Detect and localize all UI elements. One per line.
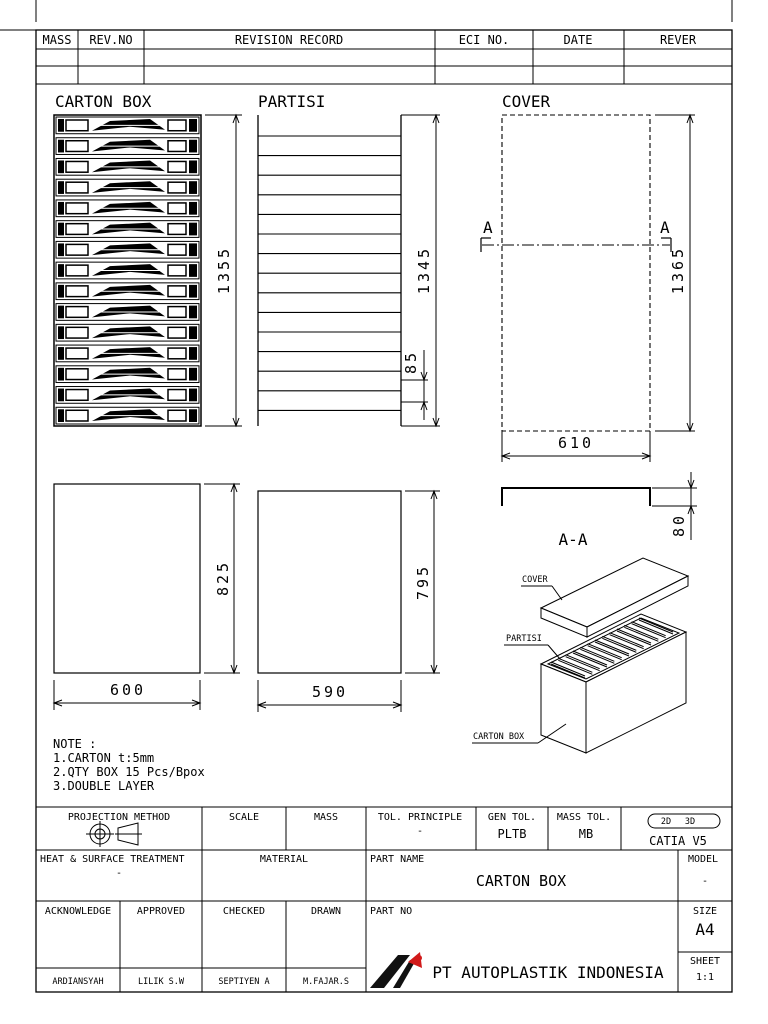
tray-row bbox=[56, 262, 199, 279]
tb-checked-name: SEPTIYEN A bbox=[218, 977, 270, 987]
tray-row bbox=[56, 283, 199, 300]
rev-header-rev-no: REV.NO bbox=[89, 33, 133, 47]
tb-mass-tol-value: MB bbox=[578, 827, 594, 841]
dim-partisi-pitch-value: 85 bbox=[402, 349, 420, 375]
tb-material: MATERIAL bbox=[259, 854, 309, 865]
note-title: NOTE : bbox=[53, 737, 97, 751]
view-title-carton-box: CARTON BOX bbox=[55, 92, 152, 111]
section-marker-right: A bbox=[660, 218, 670, 237]
tb-heat-treatment-value: - bbox=[115, 868, 123, 879]
tray-row bbox=[56, 304, 199, 321]
tb-sheet-value: 1:1 bbox=[695, 972, 715, 983]
isometric-exploded-view bbox=[472, 558, 688, 753]
tb-catia: CATIA V5 bbox=[649, 834, 707, 848]
tb-tol-principle-value: - bbox=[416, 826, 424, 837]
section-label: A-A bbox=[558, 530, 588, 549]
view-title-cover: COVER bbox=[502, 92, 551, 111]
tb-mass: MASS bbox=[313, 812, 339, 823]
tb-part-name-value: CARTON BOX bbox=[475, 872, 567, 890]
tb-mass-tol: MASS TOL. bbox=[556, 812, 612, 823]
tray-row bbox=[56, 345, 199, 362]
note-line: 3.DOUBLE LAYER bbox=[53, 779, 155, 793]
callout-cover: COVER bbox=[522, 575, 548, 585]
tb-drawn-name: M.FAJAR.S bbox=[302, 977, 350, 987]
rev-header-date: DATE bbox=[563, 33, 593, 47]
dim-cover-width-value: 610 bbox=[557, 434, 595, 452]
tb-heat-treatment: HEAT & SURFACE TREATMENT bbox=[40, 854, 185, 865]
tb-approved: APPROVED bbox=[136, 906, 186, 917]
tb-approved-name: LILIK S.W bbox=[137, 977, 185, 987]
tray-row bbox=[56, 241, 199, 258]
tray-row bbox=[56, 407, 199, 424]
tb-sheet: SHEET bbox=[689, 956, 721, 967]
dim-partisi-height-value: 1345 bbox=[415, 245, 433, 295]
tray-row bbox=[56, 200, 199, 217]
tb-part-no: PART NO bbox=[370, 906, 413, 917]
tb-checked: CHECKED bbox=[222, 906, 266, 917]
tb-gen-tol: GEN TOL. bbox=[487, 812, 537, 823]
tray-row bbox=[56, 387, 199, 404]
tb-scale: SCALE bbox=[228, 812, 260, 823]
tray-row bbox=[56, 179, 199, 196]
revision-table bbox=[36, 30, 732, 84]
cover-section-view bbox=[502, 472, 697, 540]
tb-projection-method: PROJECTION METHOD bbox=[67, 812, 171, 823]
carton-box-side-view bbox=[54, 484, 240, 710]
dim-carton-height-value: 1355 bbox=[215, 245, 233, 295]
dim-cover-height-value: 1365 bbox=[669, 245, 687, 295]
carton-box-front-view bbox=[54, 115, 201, 426]
partisi-side-view bbox=[258, 491, 440, 712]
dim-carton-side-height-value: 825 bbox=[214, 559, 232, 597]
tb-model: MODEL bbox=[687, 854, 719, 865]
tb-size: SIZE bbox=[692, 906, 718, 917]
company-logo bbox=[370, 952, 422, 988]
rev-header-mass: MASS bbox=[42, 33, 72, 47]
badge-2d: 2D bbox=[660, 817, 672, 827]
tray-stack bbox=[56, 117, 199, 424]
rev-header-rever: REVER bbox=[659, 33, 697, 47]
tb-acknowledge: ACKNOWLEDGE bbox=[44, 906, 112, 917]
badge-3d: 3D bbox=[684, 817, 696, 827]
tb-gen-tol-value: PLTB bbox=[497, 827, 527, 841]
notes bbox=[53, 737, 205, 793]
callout-partisi: PARTISI bbox=[506, 634, 542, 644]
cad-version-badge bbox=[648, 814, 720, 848]
dim-partisi-side-height-value: 795 bbox=[414, 563, 432, 601]
tb-model-value: - bbox=[701, 876, 709, 887]
tb-acknowledge-name: ARDIANSYAH bbox=[52, 977, 104, 987]
tray-row bbox=[56, 324, 199, 341]
tb-part-name: PART NAME bbox=[370, 854, 425, 865]
tb-size-value: A4 bbox=[695, 920, 715, 939]
tb-tol-principle: TOL. PRINCIPLE bbox=[377, 812, 463, 823]
cover-top-view bbox=[481, 115, 671, 431]
tray-row bbox=[56, 366, 199, 383]
view-title-partisi: PARTISI bbox=[258, 92, 326, 111]
tray-row bbox=[56, 117, 199, 134]
dim-carton-width-value: 600 bbox=[109, 681, 147, 699]
projection-symbol-icon bbox=[86, 821, 142, 847]
note-line: 1.CARTON t:5mm bbox=[53, 751, 155, 765]
tb-company-name: PT AUTOPLASTIK INDONESIA bbox=[432, 963, 664, 982]
tray-row bbox=[56, 138, 199, 155]
tray-row bbox=[56, 221, 199, 238]
rev-header-revision-record: REVISION RECORD bbox=[234, 33, 344, 47]
tb-drawn: DRAWN bbox=[310, 906, 342, 917]
title-block bbox=[36, 807, 732, 992]
dim-cover-lip-value: 80 bbox=[670, 512, 688, 538]
note-line: 2.QTY BOX 15 Pcs/Bpox bbox=[53, 765, 205, 779]
rev-header-eci-no: ECI NO. bbox=[458, 33, 510, 47]
section-marker-left: A bbox=[483, 218, 493, 237]
tray-row bbox=[56, 158, 199, 175]
partisi-front-view bbox=[258, 115, 401, 426]
dim-partisi-width-value: 590 bbox=[311, 683, 349, 701]
callout-carton-box: CARTON BOX bbox=[473, 732, 525, 742]
